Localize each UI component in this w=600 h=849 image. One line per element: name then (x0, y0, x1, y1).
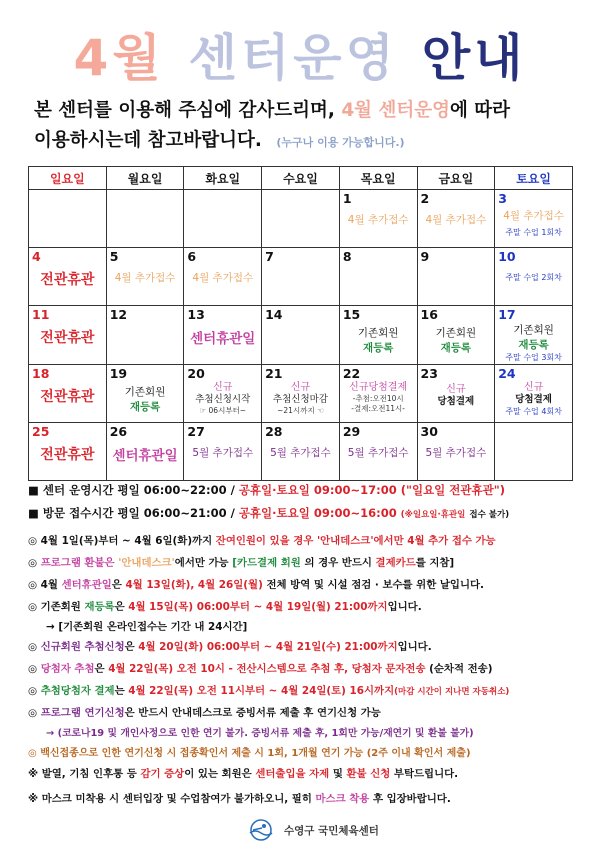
visit-hours-note: (※일요일·휴관일 (400, 510, 466, 520)
notice-item (28, 600, 588, 615)
notice-highlight: 센터출입을 자제 (255, 768, 330, 780)
day-number: 18 (32, 366, 50, 381)
calendar-day-cell (417, 423, 495, 481)
visit-hours-note-end: 접수 불가) (469, 510, 510, 520)
operating-hours-note: ("일요일 전관휴관") (400, 483, 505, 497)
calendar-day-cell (339, 248, 417, 306)
notice-highlight: 프로그램 연기신청 (40, 707, 125, 719)
day-number: 5 (109, 249, 119, 264)
day-number: 25 (32, 424, 50, 439)
notice-bullet: ◎ (28, 707, 38, 719)
day-number: 12 (109, 307, 128, 322)
notice-bullet: ◎ (28, 557, 38, 569)
calendar-week (29, 423, 573, 481)
day-number: 28 (265, 424, 283, 439)
visit-hours (28, 505, 588, 521)
day-event: 신규 (213, 382, 233, 393)
notice-text: ※ 발열, 기침 인후통 등 (28, 768, 137, 780)
notice-highlight: 마스크 착용 (315, 793, 370, 805)
notice-highlight: 감기 증상 (140, 768, 185, 780)
day-number: 29 (342, 424, 361, 439)
calendar-day-cell (417, 306, 495, 365)
day-event: 4월 추가접수 (503, 210, 564, 222)
notice-highlight: 센터휴관일 (61, 579, 112, 591)
day-event: 주말 수업 1회차 (505, 228, 562, 237)
day-number: 23 (420, 366, 438, 381)
notice-highlight: ◎ 백신접종으로 인한 연기신청 시 접종확인서 제출 시 1회, 1개월 연기 가능 (2주 이내 확인서 제출) (28, 748, 471, 759)
day-event: 4월 추가접수 (192, 272, 254, 284)
day-event: 당첨결제 (437, 396, 475, 407)
calendar-day-cell (29, 190, 107, 248)
day-event: 4월 추가접수 (347, 214, 409, 226)
intro-note: (누구나 이용 가능합니다.) (276, 136, 405, 149)
notice-highlight: 환불 신청 (346, 768, 391, 780)
day-event: 신규 (290, 382, 311, 393)
notice-highlight: 추첨당첨자 결제 (40, 685, 115, 697)
calendar-day-cell (262, 248, 340, 306)
notice-text: 이 있는 회원은 (184, 768, 252, 780)
notice-item (28, 706, 588, 721)
notice-text: 전체 방역 및 시설 점검 · 보수를 위한 날입니다. (266, 579, 484, 591)
calendar-week (29, 365, 573, 423)
calendar-day-cell (184, 423, 262, 481)
notice-text: 은 반드시 안내데스크로 증빙서류 제출 후 연기신청 가능 (124, 707, 381, 719)
operating-hours-label: ■ 센터 운영시간 평일 06:00~22:00 / (28, 483, 235, 497)
day-number: 4 (32, 249, 41, 264)
notice-highlight: 당첨자 추첨 (40, 663, 95, 675)
day-event: 주말 수업 4회차 (505, 407, 562, 416)
calendar-day-cell (184, 190, 262, 248)
day-number: 20 (187, 366, 205, 381)
notice-item (46, 620, 600, 635)
notice-text: → [기존회원 온라인접수는 기간 내 24시간] (46, 621, 248, 633)
intro-highlight: 4월 센터운영 (341, 100, 450, 121)
day-event: 당첨결제 (515, 394, 552, 405)
day-event: 주말 수업 3회차 (505, 353, 562, 362)
calendar-day-cell (417, 365, 495, 423)
notice-highlight: 신규회원 추첨신청 (40, 641, 125, 653)
day-number: 17 (498, 307, 516, 322)
visit-hours-weekend: 공휴일·토요일 09:00~16:00 (238, 506, 397, 520)
notice-text: 은 (114, 601, 125, 613)
swimming-logo-icon (244, 819, 278, 841)
calendar-day-cell (339, 190, 417, 248)
day-event: 신규당첨결제 (349, 382, 408, 393)
day-number: 1 (342, 191, 352, 206)
title-guide: 안내 (421, 29, 527, 87)
calendar-day-cell (339, 365, 417, 423)
notice-highlight: 프로그램 환불은 (40, 557, 115, 569)
notice-highlight: 결제카드 (375, 557, 416, 569)
notice-bullet: ◎ (28, 663, 38, 675)
notice-highlight: (마감 시간이 지나면 자동취소) (394, 687, 510, 697)
notice-highlight: 4월 20일(화) 06:00부터 ~ 4월 21일(수) 21:00까지 (138, 641, 398, 653)
day-event: 기존회원 (357, 327, 399, 339)
calendar-week (29, 306, 573, 365)
day-event: 신규 (446, 384, 466, 395)
calendar-day-cell (495, 190, 573, 248)
day-event: 4월 추가접수 (425, 214, 487, 226)
day-event: 5월 추가접수 (270, 447, 331, 459)
day-event: 기존회원 (435, 327, 477, 339)
day-number: 2 (420, 191, 430, 206)
calendar-day-cell (262, 306, 340, 365)
calendar-day-cell (29, 423, 107, 481)
day-event: 기존회원 (513, 324, 554, 336)
calendar-day-cell (106, 190, 184, 248)
notice-highlight: [카드결제 회원 (232, 557, 301, 569)
day-event: 전관휴관 (40, 272, 95, 288)
day-event: 주말 수업 2회차 (505, 273, 562, 282)
intro-text (34, 96, 574, 158)
notice-text: 은 (94, 663, 105, 675)
notice-item (46, 726, 600, 741)
calendar-day-cell (417, 190, 495, 248)
notice-text: 를 지참] (415, 557, 455, 569)
notice-text: 입니다. (397, 641, 432, 653)
day-event: 신규 (523, 382, 544, 393)
notice-item (28, 662, 588, 677)
notice-text: 은 (111, 579, 122, 591)
day-event: 재등록 (440, 342, 472, 354)
header-friday: 금요일 (417, 167, 495, 190)
notice-highlight: 4월 22일(목) 오전 11시부터 ~ 4월 24일(토) 16시까지 (128, 685, 395, 697)
notice-text: 의 경우 반드시 (304, 557, 372, 569)
notice-text: ※ 마스크 미착용 시 센터입장 및 수업참여가 불가하오니, 필히 (28, 793, 312, 805)
calendar-day-cell (184, 365, 262, 423)
day-event: 전관휴관 (40, 389, 95, 405)
calendar-day-cell (339, 423, 417, 481)
header-thursday: 목요일 (339, 167, 417, 190)
calendar-day-cell (495, 423, 573, 481)
day-event: 재등록 (518, 339, 549, 351)
day-number: 21 (265, 366, 283, 381)
notice-item (28, 578, 588, 593)
day-number: 13 (187, 307, 205, 322)
operating-hours (28, 482, 588, 498)
calendar-day-cell (495, 365, 573, 423)
calendar-week (29, 248, 573, 306)
notice-item (28, 534, 588, 549)
day-number: 14 (265, 307, 283, 322)
day-number: 27 (187, 424, 205, 439)
day-number: 7 (265, 249, 274, 264)
day-event: 5월 추가접수 (347, 447, 409, 459)
calendar-day-cell (106, 365, 184, 423)
day-number: 26 (109, 424, 128, 439)
header-sunday: 일요일 (29, 167, 107, 190)
calendar-day-cell (417, 248, 495, 306)
notice-text: 부탁드립니다. (393, 768, 459, 780)
calendar-day-cell (339, 306, 417, 365)
notice-item (28, 684, 588, 700)
organization-name: 수영구 국민체육센터 (284, 824, 379, 837)
calendar-day-cell (262, 365, 340, 423)
page-title (0, 18, 600, 90)
day-number: 9 (420, 249, 430, 264)
calendar-day-cell (262, 190, 340, 248)
calendar-header-row (29, 167, 573, 190)
notice-highlight: 재등록 (84, 601, 115, 613)
day-event: 5월 추가접수 (192, 447, 254, 459)
intro-line1: 본 센터를 이용해 주심에 감사드리며, (34, 100, 335, 121)
day-number: 15 (342, 307, 361, 322)
notice-text: 은 (124, 641, 135, 653)
intro-line1-end: 에 따라 (449, 100, 511, 121)
day-event: ~21시까지 ☜ (277, 406, 324, 415)
day-number: 30 (420, 424, 438, 439)
day-event: ☞ 06시부터~ (199, 406, 247, 415)
notice-highlight: → (코로나19 및 개인사정으로 인한 연기 불가. 증빙서류 제출 후, 1회만 가능/재연기 및 환불 불가) (46, 728, 474, 739)
day-event: 전관휴관 (40, 330, 95, 346)
header-wednesday: 수요일 (262, 167, 340, 190)
operating-hours-weekend: 공휴일·토요일 09:00~17:00 (238, 483, 397, 497)
day-event: 재등록 (129, 401, 161, 413)
day-event: 재등록 (362, 342, 394, 354)
calendar-day-cell (262, 423, 340, 481)
notice-text: ◎ 기존회원 (28, 601, 81, 613)
header-saturday: 토요일 (495, 167, 573, 190)
day-event: 5월 추가접수 (425, 447, 487, 459)
title-center-operation: 센터운영 (188, 29, 398, 87)
header-monday: 월요일 (106, 167, 184, 190)
notice-text: 및 (332, 768, 343, 780)
notice-text: ◎ 4월 (28, 579, 58, 591)
notice-highlight: 4월 15일(목) 06:00부터 ~ 4월 19일(월) 21:00까지 (128, 601, 388, 613)
calendar-week (29, 190, 573, 248)
day-event: 추첨신청마감 (272, 394, 328, 405)
day-event: 전관휴관 (40, 447, 95, 463)
calendar (28, 166, 573, 481)
header-tuesday: 화요일 (184, 167, 262, 190)
notice-bullet: ◎ (28, 685, 38, 697)
notice-text: 는 (114, 685, 125, 697)
notice-item (28, 792, 588, 807)
notice-text: 후 입장바랍니다. (372, 793, 451, 805)
calendar-day-cell (495, 248, 573, 306)
notice-item (28, 640, 588, 655)
day-number: 24 (498, 366, 516, 381)
day-number: 19 (109, 366, 128, 381)
notice-highlight: 4월 13일(화), 4월 26일(월) (125, 579, 263, 591)
day-number: 6 (187, 249, 197, 264)
calendar-day-cell (106, 306, 184, 365)
day-number: 22 (342, 366, 361, 381)
day-number: 10 (498, 249, 516, 264)
notice-item (28, 556, 588, 571)
notice-text: (순차적 전송) (429, 663, 493, 675)
calendar-day-cell (106, 423, 184, 481)
calendar-day-cell (495, 306, 573, 365)
footer (244, 819, 379, 841)
notice-bullet: ◎ (28, 641, 38, 653)
day-event: 기존회원 (124, 386, 166, 398)
day-number: 8 (342, 249, 352, 264)
notice-text: 입니다. (387, 601, 422, 613)
day-event: 센터휴관일 (190, 331, 256, 347)
notice-highlight: 4월 22일(목) 오전 10시 - 전산시스템으로 추첨 후, 당첨자 문자전송 (108, 663, 426, 675)
intro-line2: 이용하시는데 참고바랍니다. (34, 130, 262, 151)
notice-text: 에서만 가능 (174, 557, 229, 569)
calendar-day-cell (106, 248, 184, 306)
notice-highlight: 잔여인원이 있을 경우 '안내데스크'에서만 4월 추가 접수 가능 (215, 535, 496, 547)
calendar-day-cell (29, 306, 107, 365)
day-number: 11 (32, 307, 50, 322)
day-event: -결제:오전11시- (351, 404, 406, 413)
calendar-day-cell (184, 248, 262, 306)
calendar-day-cell (29, 248, 107, 306)
day-event: -추첨:오전10시 (352, 394, 404, 403)
day-number: 16 (420, 307, 438, 322)
day-number: 3 (498, 191, 507, 206)
notice-item (28, 746, 588, 761)
calendar-day-cell (184, 306, 262, 365)
notice-item (28, 767, 588, 782)
visit-hours-label: ■ 방문 접수시간 평일 06:00~21:00 / (28, 506, 235, 520)
calendar-day-cell (29, 365, 107, 423)
title-month: 4월 (73, 29, 165, 87)
notice-text: ◎ 4월 1일(목)부터 ~ 4월 6일(화)까지 (28, 535, 213, 547)
day-event: 추첨신청시작 (195, 394, 251, 405)
notice-highlight: '안내데스크' (118, 557, 175, 569)
day-event: 4월 추가접수 (114, 272, 176, 284)
day-event: 센터휴관일 (112, 448, 178, 464)
